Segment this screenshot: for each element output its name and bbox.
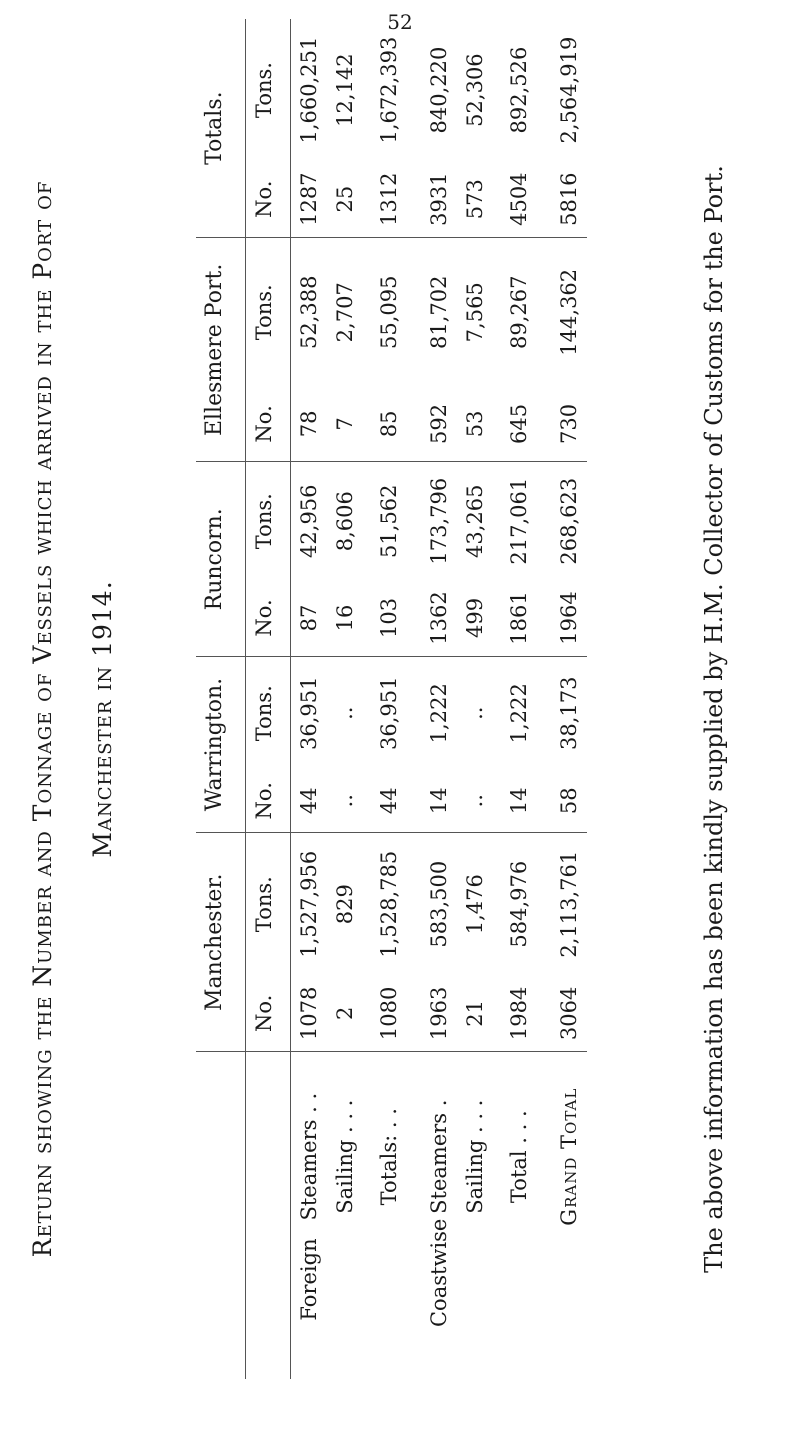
- table-cell: 217,061: [507, 477, 531, 565]
- table-cell: 14: [493, 769, 537, 832]
- label-column-header: [196, 1052, 246, 1379]
- tons-column-header: Tons.: [246, 462, 291, 580]
- table-cell: 103: [363, 580, 407, 657]
- table-cell: 268,623: [557, 477, 581, 565]
- table-cell: 78: [291, 386, 328, 462]
- table-cell: 42,956: [297, 484, 321, 558]
- footnote: The above information has been kindly supplied by H.M. Collector of Customs for the Port.: [700, 165, 728, 1273]
- table-row: [457, 19, 493, 1379]
- table-cell: 3064: [537, 975, 587, 1052]
- table-cell: 583,500: [427, 860, 451, 948]
- table-cell: 7: [327, 386, 363, 462]
- table-cell: ..: [457, 769, 493, 832]
- table-cell: 892,526: [507, 46, 531, 134]
- table-cell: 645: [493, 386, 537, 462]
- table-cell: ..: [333, 706, 357, 720]
- table-cell: 1,660,251: [297, 36, 321, 144]
- table-cell: 14: [407, 769, 457, 832]
- table-cell: 44: [291, 769, 328, 832]
- page-subtitle: Manchester in 1914.: [88, 580, 117, 858]
- table-cell: 730: [537, 386, 587, 462]
- row-label: Sailing . . .: [333, 1099, 357, 1214]
- row-label: Totals: . .: [377, 1108, 401, 1206]
- row-label: Steamers . .: [297, 1092, 321, 1221]
- table-cell: 89,267: [507, 275, 531, 350]
- table-cell: 43,265: [463, 484, 487, 558]
- column-group-header: Ellesmere Port.: [196, 238, 246, 462]
- no-column-header: No.: [246, 975, 291, 1052]
- table-cell: 144,362: [557, 268, 581, 356]
- table-cell: 87: [291, 580, 328, 657]
- table-cell: 1312: [363, 161, 407, 238]
- table-cell: 1,528,785: [377, 850, 401, 958]
- page-title: Return showing the Number and Tonnage of Vessels which arrived in the Port of: [28, 180, 57, 1258]
- table-row: [537, 19, 587, 1379]
- table-cell: 2,707: [333, 282, 357, 343]
- table-cell: 44: [363, 769, 407, 832]
- page-number: 52: [387, 10, 413, 34]
- table-cell: 1,672,393: [377, 36, 401, 144]
- table-cell: 38,173: [557, 676, 581, 750]
- table-cell: 21: [457, 975, 493, 1052]
- table-cell: 7,565: [463, 282, 487, 343]
- vessel-returns-table: [196, 19, 587, 1379]
- table-row: [291, 19, 328, 1379]
- table-cell: 51,562: [377, 484, 401, 558]
- table-cell: 12,142: [333, 53, 357, 127]
- column-group-header: Totals.: [196, 19, 246, 238]
- table-cell: 1,476: [463, 874, 487, 935]
- tons-column-header: Tons.: [246, 238, 291, 387]
- table-cell: 2,113,761: [557, 850, 581, 958]
- row-label-cell: [327, 1052, 363, 1379]
- row-label-cell: [407, 1052, 457, 1379]
- tons-column-header: Tons.: [246, 657, 291, 770]
- table-cell: 1362: [407, 580, 457, 657]
- row-label: Steamers .: [427, 1099, 451, 1214]
- table-cell: 1287: [291, 161, 328, 238]
- row-label-cell: [493, 1052, 537, 1379]
- table-cell: ..: [327, 769, 363, 832]
- row-label: Sailing . . .: [463, 1099, 487, 1214]
- no-column-header: No.: [246, 769, 291, 832]
- table-cell: 1964: [537, 580, 587, 657]
- table-cell: 3931: [407, 161, 457, 238]
- table-cell: 2,564,919: [557, 36, 581, 144]
- table-cell: ..: [463, 706, 487, 720]
- row-label: Grand Total: [557, 1087, 581, 1226]
- table-cell: 584,976: [507, 860, 531, 948]
- no-column-header: No.: [246, 580, 291, 657]
- row-label-cell: [457, 1052, 493, 1379]
- table-cell: 2: [327, 975, 363, 1052]
- table-cell: 81,702: [427, 275, 451, 350]
- table-cell: 16: [327, 580, 363, 657]
- table-row: [327, 19, 363, 1379]
- tons-column-header: Tons.: [246, 19, 291, 161]
- table-cell: 52,388: [297, 275, 321, 350]
- table-cell: 173,796: [427, 477, 451, 565]
- label-column-subheader: [246, 1052, 291, 1379]
- table-cell: 1861: [493, 580, 537, 657]
- table-cell: 1080: [363, 975, 407, 1052]
- table-cell: 55,095: [377, 275, 401, 350]
- table-cell: 58: [537, 769, 587, 832]
- no-column-header: No.: [246, 386, 291, 462]
- table-cell: 36,951: [377, 676, 401, 750]
- row-group-label: Foreign: [297, 1238, 321, 1321]
- column-group-header: Runcorn.: [196, 462, 246, 657]
- table-row: [363, 19, 407, 1379]
- table-cell: 840,220: [427, 46, 451, 134]
- row-group-label: Coastwise: [427, 1218, 451, 1328]
- table-cell: 25: [327, 161, 363, 238]
- table-cell: 85: [363, 386, 407, 462]
- table-cell: 1,527,956: [297, 850, 321, 958]
- table-cell: 1963: [407, 975, 457, 1052]
- table-cell: 1,222: [427, 683, 451, 744]
- table-row: [407, 19, 457, 1379]
- column-group-header: Manchester.: [196, 833, 246, 1052]
- table-cell: 8,606: [333, 491, 357, 552]
- no-column-header: No.: [246, 161, 291, 238]
- tons-column-header: Tons.: [246, 833, 291, 976]
- column-group-header: Warrington.: [196, 657, 246, 833]
- table-cell: 592: [407, 386, 457, 462]
- table-cell: 53: [457, 386, 493, 462]
- row-label-cell: [363, 1052, 407, 1379]
- table-cell: 573: [457, 161, 493, 238]
- table-cell: 52,306: [463, 53, 487, 127]
- table-cell: 5816: [537, 161, 587, 238]
- table-cell: 1,222: [507, 683, 531, 744]
- table-cell: 36,951: [297, 676, 321, 750]
- table-cell: 1984: [493, 975, 537, 1052]
- table-cell: 499: [457, 580, 493, 657]
- table-row: [493, 19, 537, 1379]
- row-label-cell: [537, 1052, 587, 1379]
- table-cell: 4504: [493, 161, 537, 238]
- row-label: Total . . .: [507, 1110, 531, 1204]
- table-cell: 1078: [291, 975, 328, 1052]
- table-cell: 829: [333, 884, 357, 925]
- row-label-cell: [291, 1052, 328, 1379]
